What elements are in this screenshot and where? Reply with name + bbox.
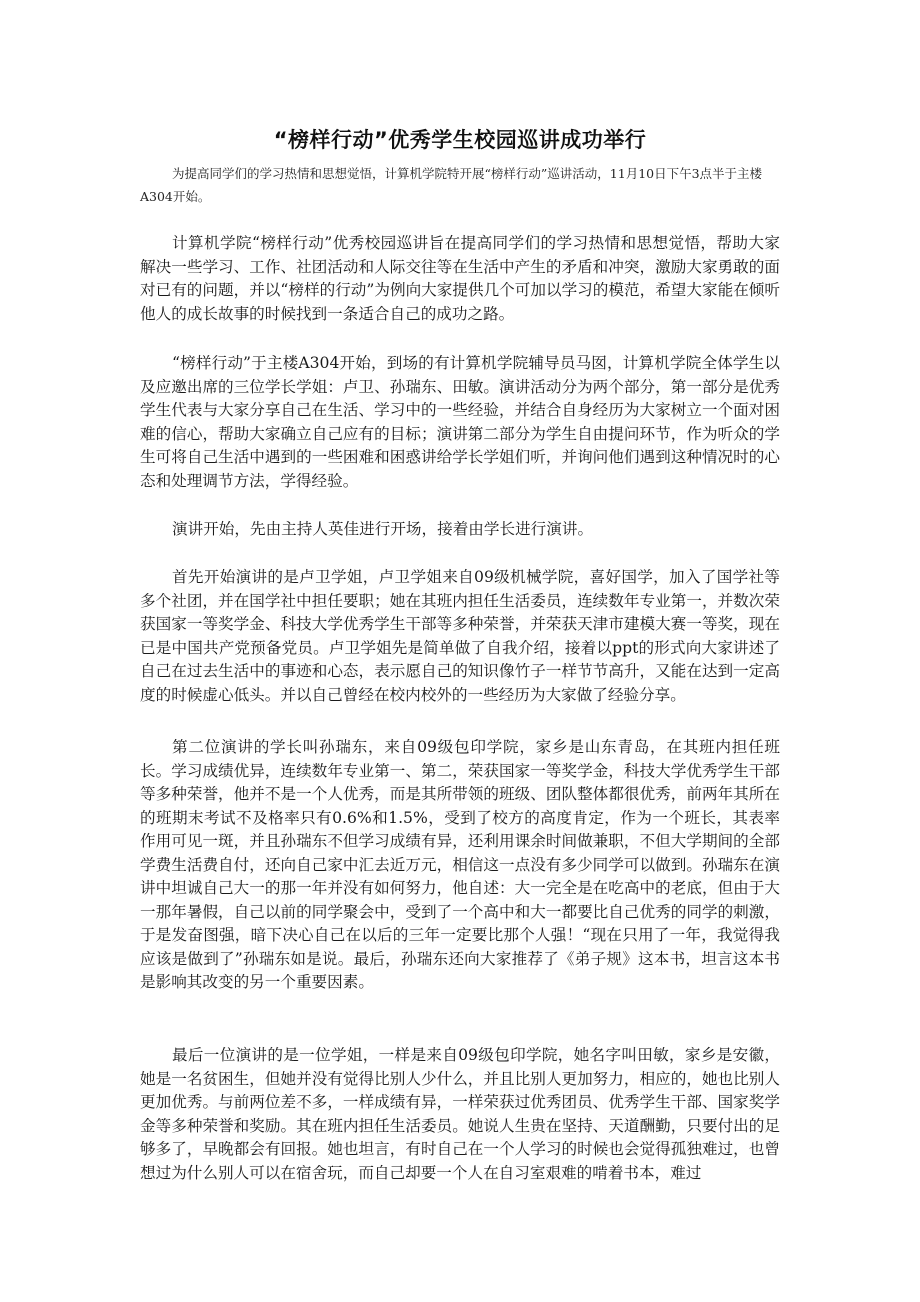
article-intro: 为提高同学们的学习热情和思想觉悟，计算机学院特开展“榜样行动”巡讲活动，11月10日下午3点半于主楼A304开始。 [140,166,763,204]
paragraph: “榜样行动”于主楼A304开始，到场的有计算机学院辅导员马囡，计算机学院全体学生以及应邀出席的三位学长学姐：卢卫、孙瑞东、田敏。演讲活动分为两个部分，第一部分是优秀学生代表与大家分享自己在生活、学习中的一些经验，并结合自身经历为大家树立一个面对困难的信心，帮助大家确立自己应有的目标；演讲第二部分为学生自由提问环节，作为听众的学生可将自己生活中遇到的一些困难和困惑讲给学长学姐们听，并询问他们遇到这种情况时的心态和处理调节方法，学得经验。 [140,354,780,490]
paragraph: 最后一位演讲的是一位学姐，一样是来自09级包印学院，她名字叫田敏，家乡是安徽，她是一名贫困生，但她并没有觉得比别人少什么，并且比别人更加努力，相应的，她也比别人更加优秀。与前两位差不多，一样成绩有异，一样荣获过优秀团员、优秀学生干部、国家奖学金等多种荣誉和奖励。其在班内担任生活委员。她说人生贵在坚持、天道酬勤，只要付出的足够多了，早晚都会有回报。她也坦言，有时自己在一个人学习的时候也会觉得孤独难过，也曾想过为什么别人可以在宿舍玩，而自己却要一个人在自习室艰难的啃着书本，难过 [140,1046,780,1182]
paragraph: 演讲开始，先由主持人英佳进行开场，接着由学长进行演讲。 [172,520,594,538]
paragraph: 第二位演讲的学长叫孙瑞东，来自09级包印学院，家乡是山东青岛，在其班内担任班长。学习成绩优异，连续数年专业第一、第二，荣获国家一等奖学金，科技大学优秀学生干部等多种荣誉，他并不是一个人优秀，而是其所带领的班级、团队整体都很优秀，前两年其所在的班期末考试不及格率只有0.6%和1.5%，受到了校方的高度肯定，作为一个班长，其表率作用可见一斑，并且孙瑞东不但学习成绩有异，还利用课余时间做兼职，不但大学期间的全部学费生活费自付，还向自己家中汇去近万元，相信这一点没有多少同学可以做到。孙瑞东在演讲中坦诚自己大一的那一年并没有如何努力，他自述：大一完全是在吃高中的老底，但由于大一那年暑假，自己以前的同学聚会中，受到了一个高中和大一都要比自己优秀的同学的刺激，于是发奋图强，暗下决心自己在以后的三年一定要比那个人强！“现在只用了一年，我觉得我应该是做到了”孙瑞东如是说。最后，孙瑞东还向大家推荐了《弟子规》这本书，坦言这本书是影响其改变的另一个重要因素。 [140,738,780,991]
paragraph: 首先开始演讲的是卢卫学姐，卢卫学姐来自09级机械学院，喜好国学，加入了国学社等多个社团，并在国学社中担任要职；她在其班内担任生活委员，连续数年专业第一，并数次荣获国家一等奖学金、科技大学优秀学生干部等多种荣誉，并荣获天津市建模大赛一等奖，现在已是中国共产党预备党员。卢卫学姐先是简单做了自我介绍，接着以ppt的形式向大家讲述了自己在过去生活中的事迹和心态，表示愿自己的知识像竹子一样节节高升，又能在达到一定高度的时候虚心低头。并以自己曾经在校内校外的一些经历为大家做了经验分享。 [140,568,780,704]
article-title: “榜样行动”优秀学生校园巡讲成功举行 [273,128,647,152]
paragraph: 计算机学院“榜样行动”优秀校园巡讲旨在提高同学们的学习热情和思想觉悟，帮助大家解决一些学习、工作、社团活动和人际交往等在生活中产生的矛盾和冲突，激励大家勇敢的面对已有的问题，并以“榜样的行动”为例向大家提供几个可加以学习的模范，希望大家能在倾听他人的成长故事的时候找到一条适合自己的成功之路。 [140,234,780,323]
